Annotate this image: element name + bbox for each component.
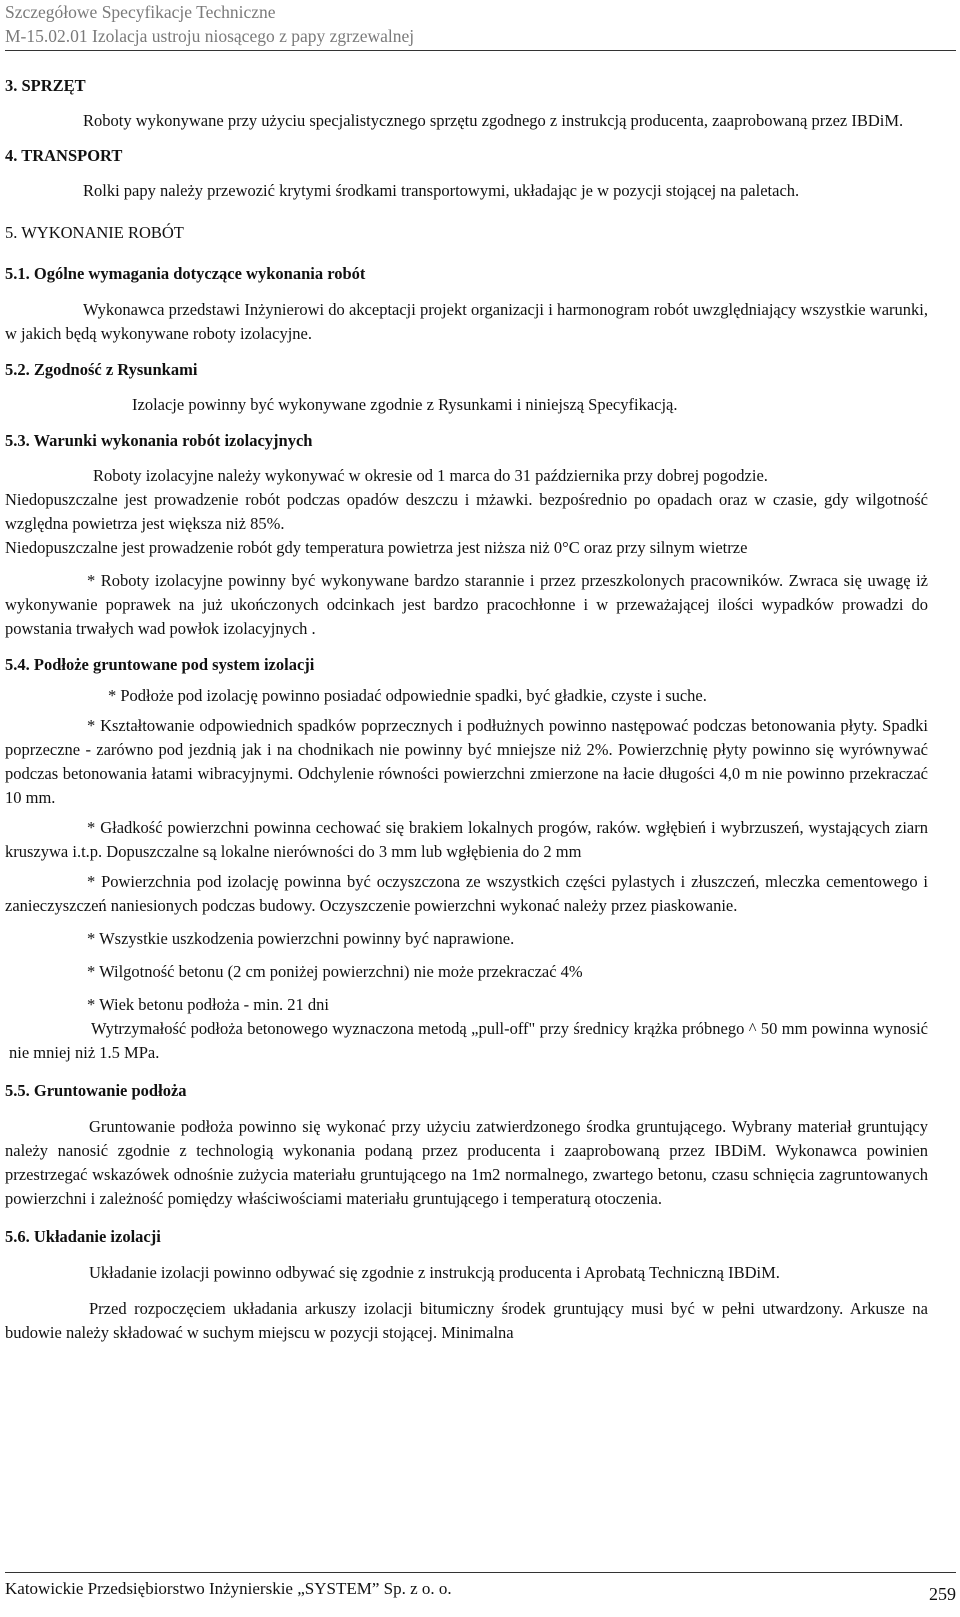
section-5-4-bullet-5: * Wszystkie uszkodzenia powierzchni powinny być naprawione. (87, 929, 515, 948)
section-5-4-bullet-8: Wytrzymałość podłoża betonowego wyznaczona metodą „pull-off" przy średnicy krążka próbnego ^ 50 mm powinna wynosić nie mniej niż 1.5 MPa. (9, 1019, 928, 1062)
footer-company: Katowickie Przedsiębiorstwo Inżynierskie „SYSTEM” Sp. z o. o. (5, 1579, 452, 1598)
section-5-3-line-1: Roboty izolacyjne należy wykonywać w okresie od 1 marca do 31 października przy dobrej pogodzie. (93, 466, 768, 485)
section-5-3-heading: 5.3. Warunki wykonania robót izolacyjnych (5, 431, 313, 450)
section-5-4-bullet-7: * Wiek betonu podłoża - min. 21 dni (87, 995, 329, 1014)
section-5-6-paragraph-2: Przed rozpoczęciem układania arkuszy izolacji bitumiczny środek gruntujący musi być w pełni utwardzony. Arkusze na budowie należy składować w suchym miejscu w pozycji stojącej. Minimalna (5, 1299, 928, 1342)
header-title: Szczegółowe Specyfikacje Techniczne (5, 2, 276, 22)
header-subtitle: M-15.02.01 Izolacja ustroju niosącego z papy zgrzewalnej (5, 26, 415, 46)
section-5-5-heading: 5.5. Gruntowanie podłoża (5, 1081, 187, 1100)
section-5-4-bullet-3: * Gładkość powierzchni powinna cechować się brakiem lokalnych progów, raków. wgłębień i wybrzuszeń, wystających ziarn kruszywa i.t.p. Dopuszczalne są lokalne nierówności do 3 mm lub wgłębienia do 2 mm (5, 818, 928, 861)
header-divider (5, 50, 956, 51)
section-5-5-text: Gruntowanie podłoża powinno się wykonać przy użyciu zatwierdzonego środka gruntującego. Wybrany materiał gruntujący należy nanosić zgodnie z technologią wykonania podaną przez producenta i zaaprobowaną przez IBDiM. Wykonawca powinien przestrzegać wskazówek odnośnie zużycia materiału gruntującego na 1m2 normalnego, zwartego betonu, czasu schnięcia zagruntowanych powierzchni i zależność pomiędzy właściwościami materiału gruntującego i temperaturą otoczenia. (5, 1117, 928, 1208)
page-header (5, 0, 414, 48)
section-5-4-bullet-2: * Kształtowanie odpowiednich spadków poprzecznych i podłużnych powinno następować podczas betonowania płyty. Spadki poprzeczne - zarówno pod jezdnią jak i na chodnikach nie powinny być mniejsze niż 2%. Powierzchnię płyty powinno się wyrównywać podczas betonowania łatami wibracyjnymi. Odchylenie równości powierzchni zmierzone na łacie długości 4,0 m nie powinno przekraczać 10 mm. (5, 716, 928, 807)
section-5-6-paragraph-1: Układanie izolacji powinno odbywać się zgodnie z instrukcją producenta i Aprobatą Techniczną IBDiM. (89, 1263, 780, 1282)
section-4-text: Rolki papy należy przewozić krytymi środkami transportowymi, układając je w pozycji stojącej na paletach. (83, 181, 800, 200)
section-3-heading: 3. SPRZĘT (5, 76, 86, 95)
page-number: 259 (929, 1584, 956, 1604)
section-5-2-text: Izolacje powinny być wykonywane zgodnie z Rysunkami i niniejszą Specyfikacją. (132, 395, 678, 414)
section-4-heading: 4. TRANSPORT (5, 146, 123, 165)
section-5-3-paragraph-2: * Roboty izolacyjne powinny być wykonywane bardzo starannie i przez przeszkolonych pracowników. Zwraca się uwagę iż wykonywanie poprawek na już ukończonych odcinkach jest bardzo pracochłonne i w przeważającej ilości wypadków prowadzi do powstania trwałych wad powłok izolacyjnych . (5, 571, 928, 638)
footer-divider (5, 1572, 956, 1573)
section-5-4-bullet-6: * Wilgotność betonu (2 cm poniżej powierzchni) nie może przekraczać 4% (87, 962, 583, 981)
section-5-2-heading: 5.2. Zgodność z Rysunkami (5, 360, 198, 379)
section-5-4-heading: 5.4. Podłoże gruntowane pod system izolacji (5, 655, 315, 674)
section-5-3-line-2: Niedopuszczalne jest prowadzenie robót gdy temperatura powietrza jest niższa niż 0°C oraz przy silnym wietrze (5, 538, 748, 557)
section-5-1-text: Wykonawca przedstawi Inżynierowi do akceptacji projekt organizacji i harmonogram robót uwzględniający wszystkie warunki, w jakich będą wykonywane roboty izolacyjne. (5, 300, 928, 343)
section-5-4-bullet-4: * Powierzchnia pod izolację powinna być oczyszczona ze wszystkich części pylastych i złuszczeń, mleczka cementowego i zanieczyszczeń naniesionych podczas budowy. Oczyszczenie powierzchni wykonać należy przez piaskowanie. (5, 872, 928, 915)
section-5-6-heading: 5.6. Układanie izolacji (5, 1227, 161, 1246)
document-body (5, 70, 928, 1345)
section-5-heading: 5. WYKONANIE ROBÓT (5, 223, 184, 242)
section-5-3-paragraph-1: Niedopuszczalne jest prowadzenie robót podczas opadów deszczu i mżawki. bezpośrednio po opadach oraz w czasie, gdy wilgotność względna powietrza jest większa niż 85%. (5, 490, 928, 533)
section-5-1-heading: 5.1. Ogólne wymagania dotyczące wykonania robót (5, 264, 366, 283)
section-5-4-bullet-1: * Podłoże pod izolację powinno posiadać odpowiednie spadki, być gładkie, czyste i suche. (108, 686, 707, 705)
section-3-text: Roboty wykonywane przy użyciu specjalistycznego sprzętu zgodnego z instrukcją producenta, zaaprobowaną przez IBDiM. (83, 111, 904, 130)
